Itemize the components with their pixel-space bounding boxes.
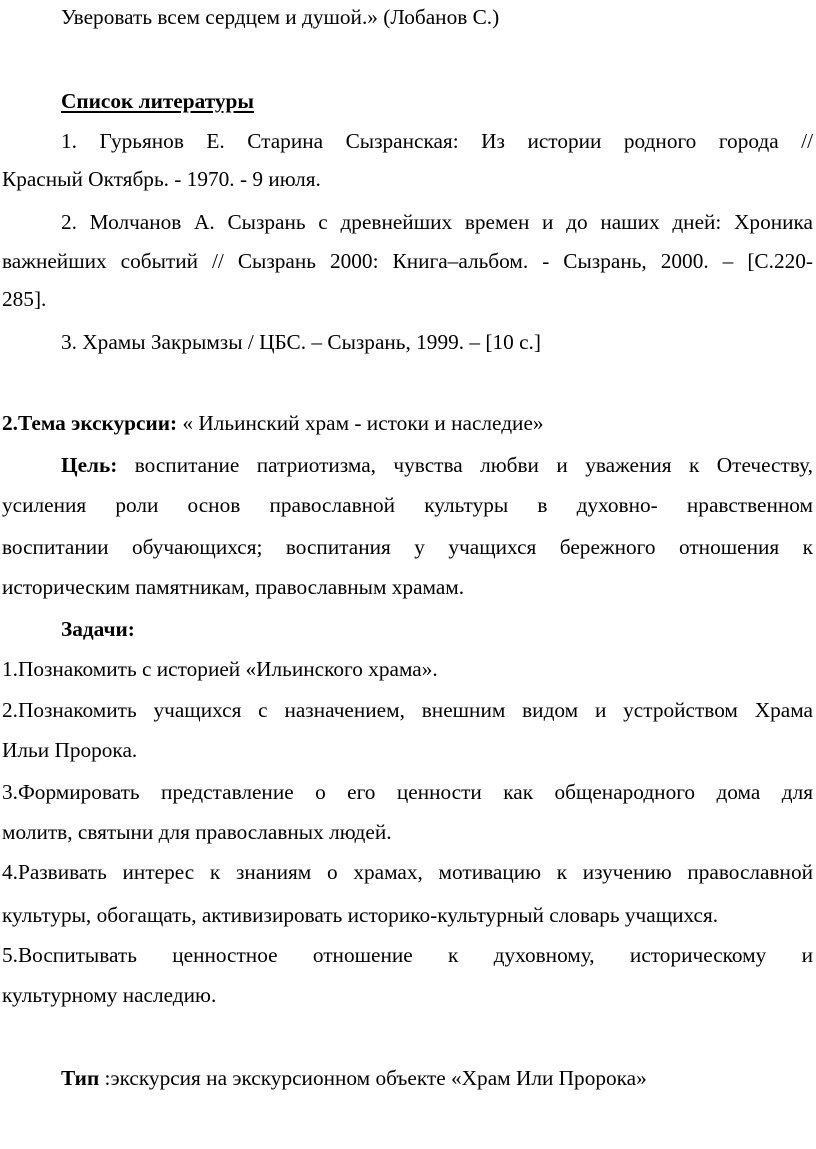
reference-item-3: 3. Храмы Закрымзы / ЦБС. – Сызрань, 1999. – [10 с.] [61, 330, 541, 354]
task-3-line2: молитв, святыни для православных людей. [2, 820, 392, 844]
tasks-label: Задачи: [61, 617, 135, 641]
excursion-theme [2, 410, 544, 437]
goal-line-1 [61, 452, 813, 479]
theme-label: 2.Тема экскурсии: [2, 411, 178, 435]
type-label: Тип [61, 1066, 100, 1090]
task-3-line1: 3.Формировать представление о его ценности как общенародного дома для [2, 780, 813, 804]
task-2-line1: 2.Познакомить учащихся с назначением, внешним видом и устройством Храма [2, 698, 813, 722]
goal-line-2: усиления роли основ православной культуры в духовно- нравственном [2, 493, 813, 517]
task-1: 1.Познакомить с историей «Ильинского храма». [2, 657, 438, 681]
goal-label: Цель: [61, 453, 118, 477]
goal-line-3: воспитании обучающихся; воспитания у учащихся бережного отношения к [2, 535, 813, 559]
task-5-line1: 5.Воспитывать ценностное отношение к духовному, историческому и [2, 943, 813, 967]
task-4-line1: 4.Развивать интерес к знаниям о храмах, мотивацию к изучению православной [2, 860, 813, 884]
task-5-line2: культурному наследию. [2, 983, 217, 1007]
task-4-line2: культуры, обогащать, активизировать историко-культурный словарь учащихся. [2, 903, 719, 927]
task-2-line2: Ильи Пророка. [2, 738, 138, 762]
reference-item-2-line2: важнейших событий // Сызрань 2000: Книга–альбом. - Сызрань, 2000. – [С.220- [2, 249, 813, 273]
excursion-type [61, 1065, 647, 1092]
reference-item-2-line1: 2. Молчанов А. Сызрань с древнейших времен и до наших дней: Хроника [61, 210, 813, 234]
quote-line: Уверовать всем сердцем и душой.» (Лобанов С.) [61, 5, 500, 29]
reference-item-2-line3: 285]. [2, 287, 47, 311]
goal-line-4: историческим памятникам, православным храмам. [2, 575, 465, 599]
type-value: :экскурсия на экскурсионном объекте «Храм Или Пророка» [99, 1066, 647, 1090]
theme-value: « Ильинский храм - истоки и наследие» [177, 411, 544, 435]
reference-item-1-line2: Красный Октябрь. - 1970. - 9 июля. [2, 167, 321, 191]
goal-text-1: воспитание патриотизма, чувства любви и уважения к Отечеству, [117, 453, 813, 477]
reference-item-1-line1: 1. Гурьянов Е. Старина Сызранская: Из истории родного города // [61, 129, 813, 153]
references-heading: Список литературы [61, 89, 254, 113]
